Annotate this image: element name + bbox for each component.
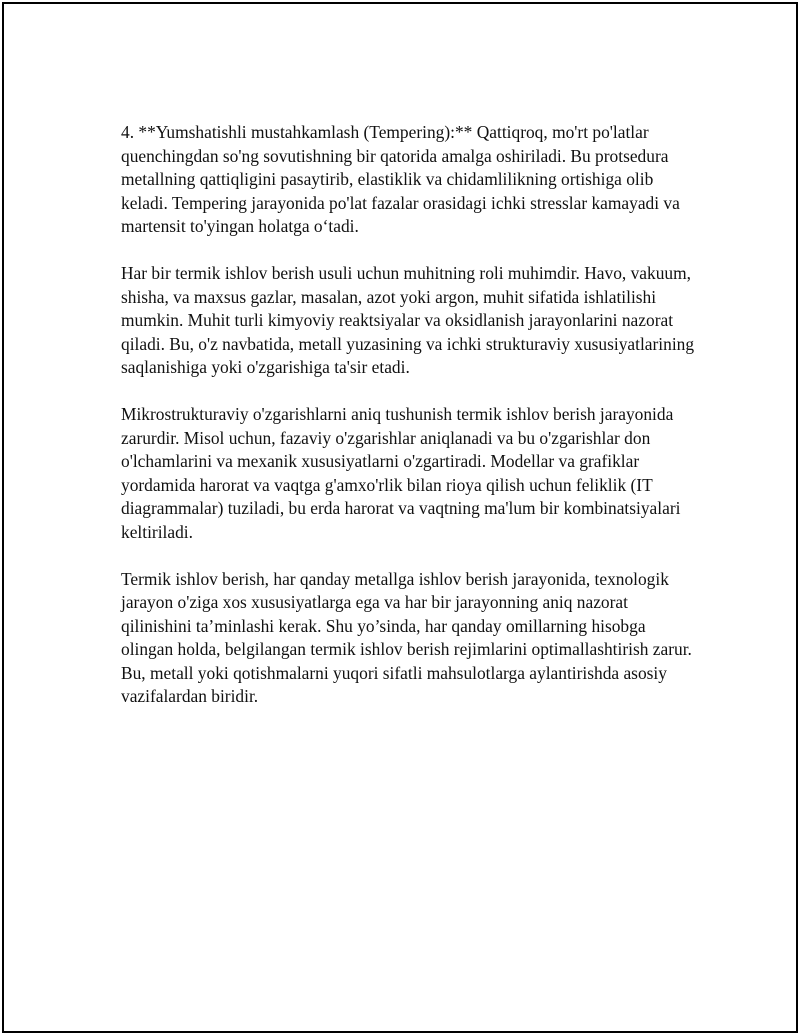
page-frame bbox=[2, 2, 798, 1033]
paragraph-tempering: 4. **Yumshatishli mustahkamlash (Tempering):** Qattiqroq, mo'rt po'latlar quenchingdan so'ng sovutishning bir qatorida amalga oshiriladi. Bu protsedura metallning qattiqligini pasaytirib, elastiklik va chidamlilikning ortishiga olib keladi. Tempering jarayonida po'lat fazalar orasidagi ichki stresslar kamayadi va martensit to'yingan holatga o‘tadi. bbox=[121, 122, 680, 236]
document-body bbox=[121, 121, 696, 732]
paragraph-environment: Har bir termik ishlov berish usuli uchun muhitning roli muhimdir. Havo, vakuum, shisha, va maxsus gazlar, masalan, azot yoki argon, muhit sifatida ishlatilishi mumkin. Muhit turli kimyoviy reaktsiyalar va oksidlanish jarayonlarini nazorat qiladi. Bu, o'z navbatida, metall yuzasining va ichki strukturaviy xususiyatlarining saqlanishiga yoki o'zgarishiga ta'sir etadi. bbox=[121, 263, 695, 377]
paragraph-microstructure: Mikrostrukturaviy o'zgarishlarni aniq tushunish termik ishlov berish jarayonida zarurdir. Misol uchun, fazaviy o'zgarishlar aniqlanadi va bu o'zgarishlar don o'lchamlarini va mexanik xususiyatlarni o'zgartiradi. Modellar va grafiklar yordamida harorat va vaqtga g'amxo'rlik bilan rioya qilish uchun feliklik (IT diagrammalar) tuziladi, bu erda harorat va vaqtning ma'lum bir kombinatsiyalari keltiriladi. bbox=[121, 404, 681, 542]
paragraph-process-control: Termik ishlov berish, har qanday metallga ishlov berish jarayonida, texnologik jarayon o'ziga xos xususiyatlarga ega va har bir jarayonning aniq nazorat qilinishini ta’minlashi kerak. Shu yo’sinda, har qanday omillarning hisobga olingan holda, belgilangan termik ishlov berish rejimlarini optimallashtirish zarur. Bu, metall yoki qotishmalarni yuqori sifatli mahsulotlarga aylantirishda asosiy vazifalardan biridir. bbox=[121, 568, 692, 706]
